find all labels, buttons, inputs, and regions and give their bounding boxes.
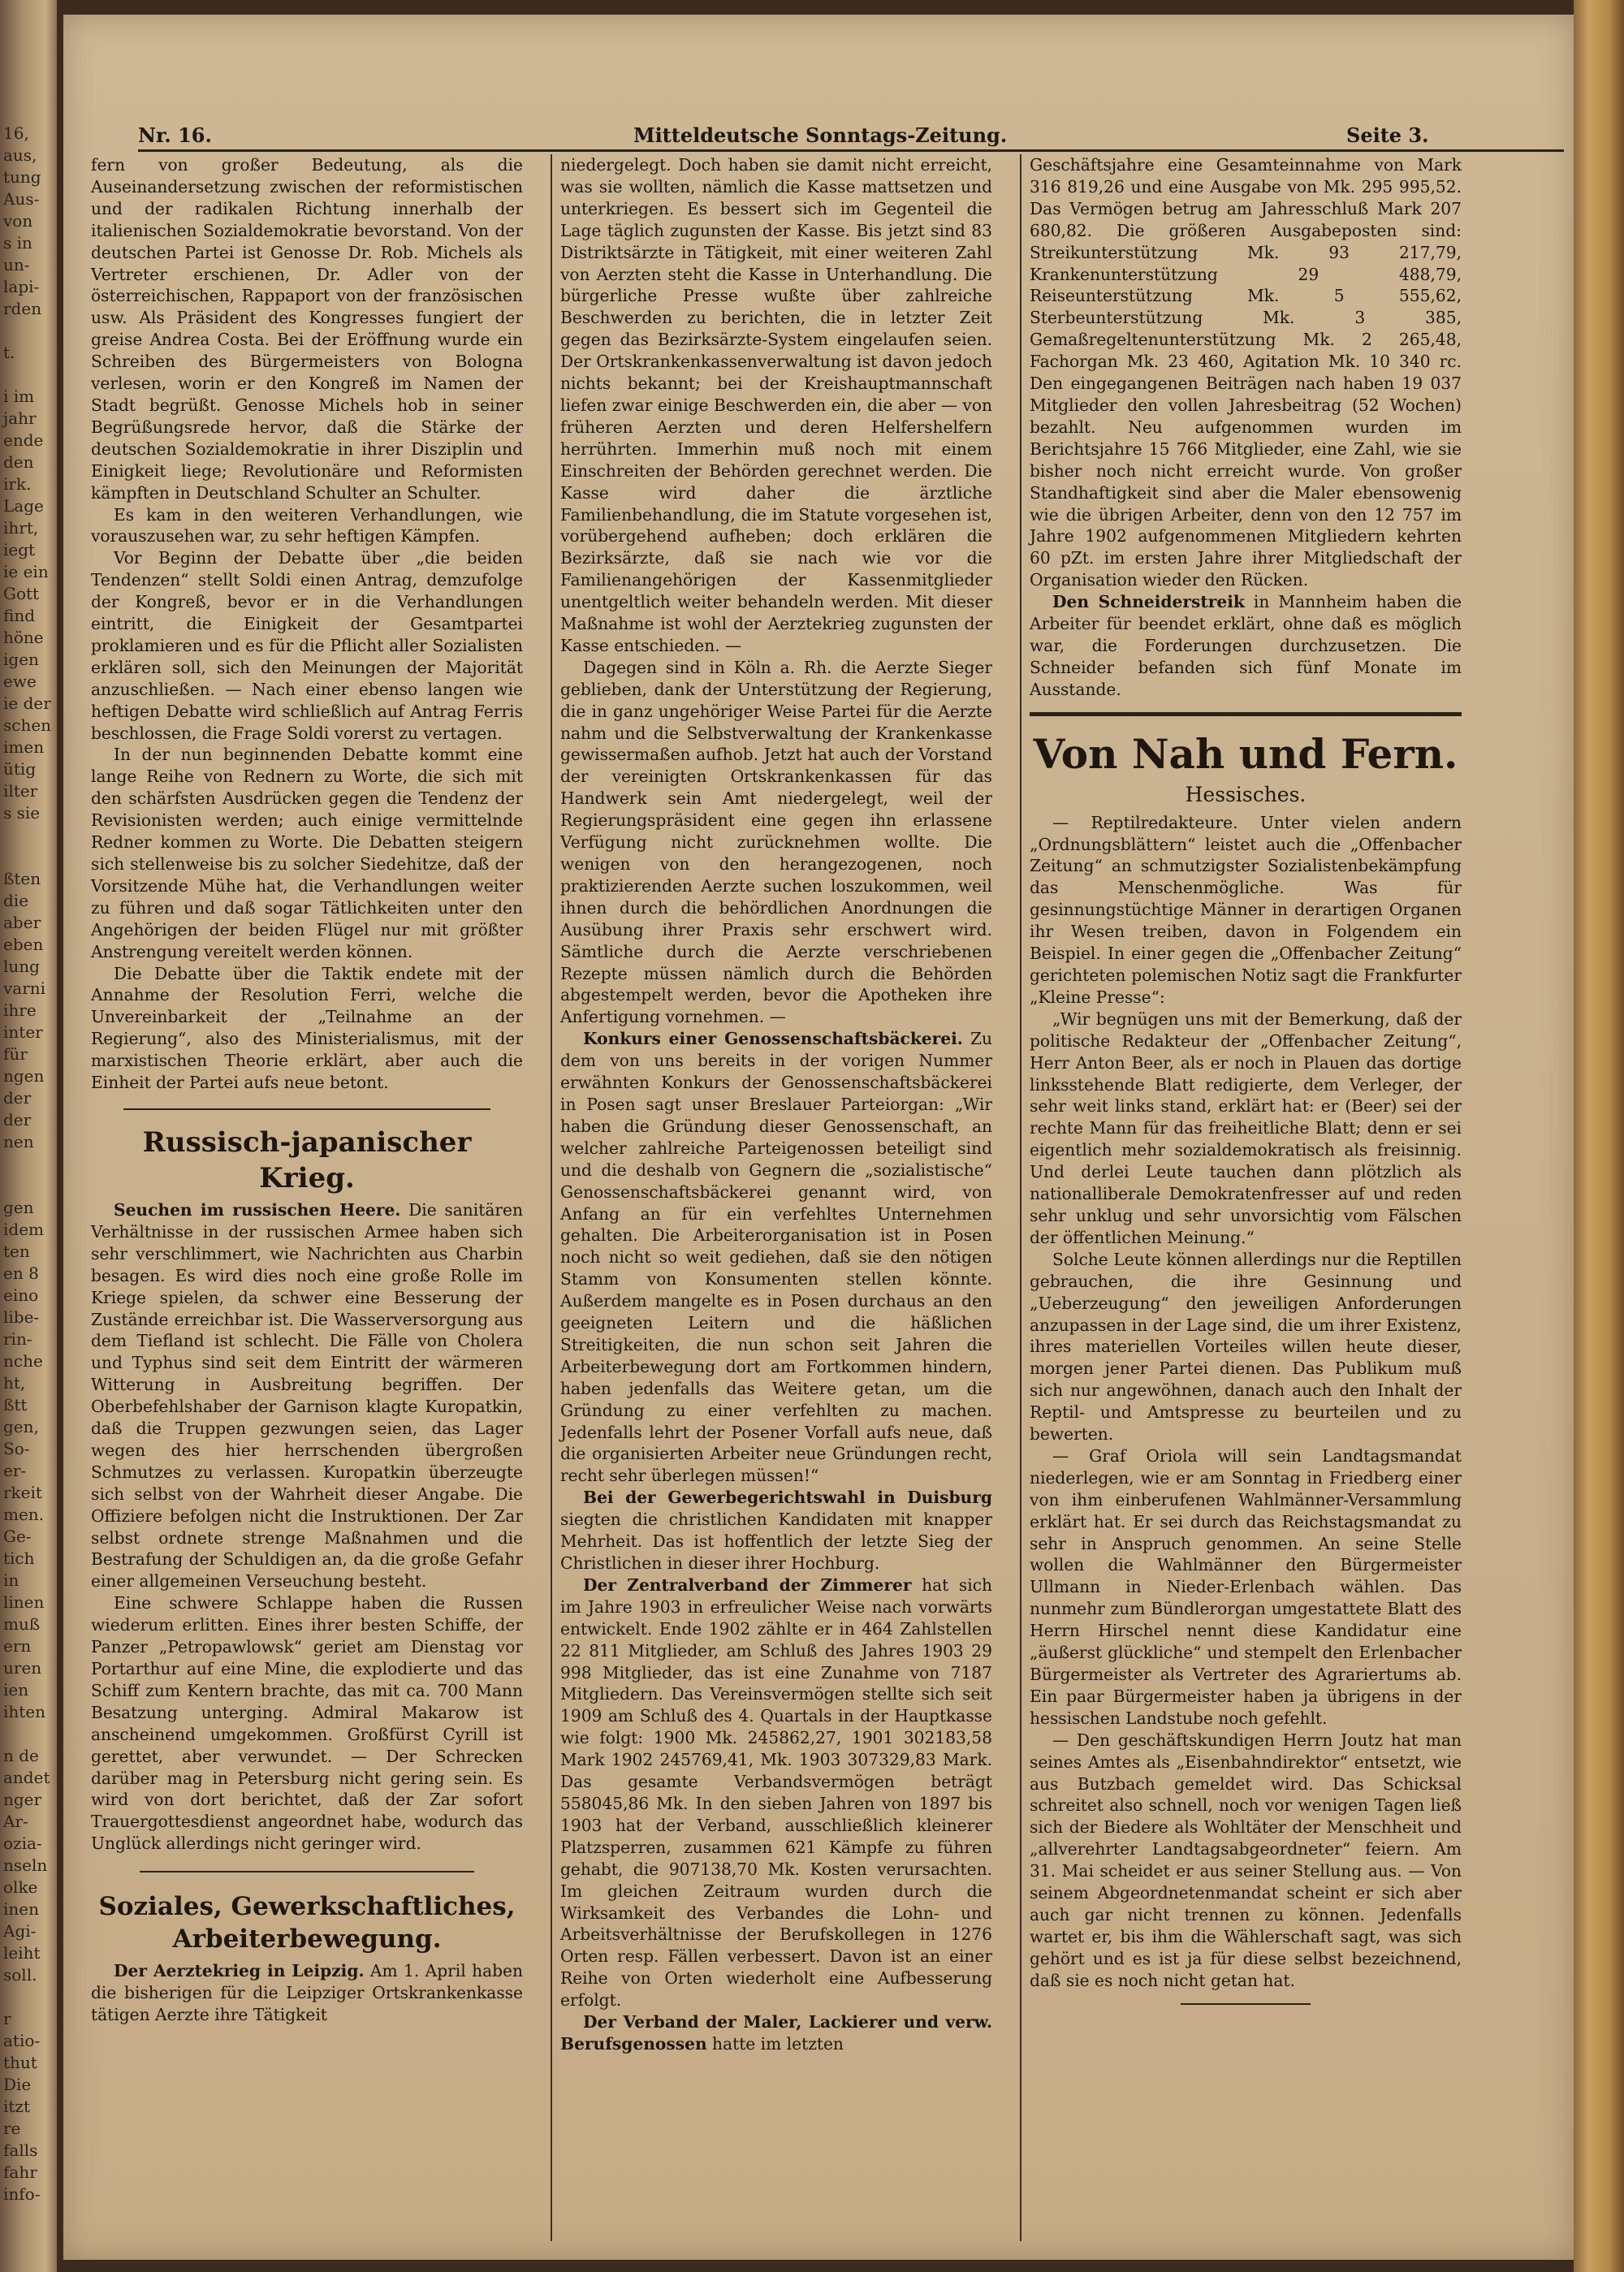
- lead-in: Der Verband der Maler, Lackierer und verw. Berufsgenossen: [560, 2012, 992, 2054]
- margin-fragment: nen: [3, 1132, 34, 1151]
- margin-fragment: So-: [3, 1439, 30, 1458]
- lead-in: Der Zentralverband der Zimmerer: [583, 1574, 912, 1595]
- article-paragraph: niedergelegt. Doch haben sie damit nicht erreicht, was sie wollten, nämlich die Kasse mattsetzen und unterkriegen. Es bessert sich im Gegenteil die Lage täglich zugunsten der Kasse. Bis jetzt sind 83 Distriktsärzte in Tätigkeit, mit einer weiteren Zahl von Aerzten steht die Kasse in Unterhandlung. Die bürgerliche Presse wußte über zahlreiche Beschwerden zu berichten, die in letzter Zeit gegen das Bezirksärzte-System eingelaufen seien. Der Ortskrankenkassenverwaltung ist davon jedoch nichts bekannt; bei der Kreishauptmannschaft liefen zwar einige Beschwerden ein, die aber — von früheren Aerzten und deren Helfershelfern herrührten. Immerhin muß noch mit einem Einschreiten der Behörden gerechnet werden. Die Kasse wird daher die ärztliche Familienbehandlung, die im Statute vorgesehen ist, vorübergehend aufheben; doch erklären die Bezirksärzte, daß sie nach wie vor die Familienangehörigen der Kassenmitglieder unentgeltlich weiter behandeln werden. Mit dieser Maßnahme ist wohl der Aerztekrieg zugunsten der Kasse entschieden. —: [560, 155, 993, 655]
- article-paragraph: [91, 1960, 523, 2026]
- article-paragraph: [560, 2011, 992, 2055]
- margin-fragment: s in: [3, 233, 32, 253]
- article-paragraph: — Reptilredakteure. Unter vielen andern „Ordnungsblättern“ leistet auch die „Offenbacher Zeitung“ an schmutzigster Sozialistenbekämpfung das Menschenmögliche. Was für gesinnungstüchtige Männer in derartigen Organen ihr Wesen treiben, davon in Folgendem ein Beispiel. In einer gegen die „Offenbacher Zeitung“ gerichteten polemischen Notiz sagt die Frankfurter „Kleine Presse“:: [1030, 812, 1462, 1007]
- article-paragraph: [560, 1028, 992, 1487]
- margin-fragment: men.: [3, 1505, 45, 1524]
- section-rule: [1030, 712, 1462, 716]
- margin-fragment: s sie: [3, 803, 41, 823]
- margin-fragment: eino: [3, 1285, 39, 1305]
- margin-fragment: en 8: [3, 1263, 39, 1283]
- newspaper-title: Mitteldeutsche Sonntags-Zeitung.: [633, 123, 1008, 147]
- margin-fragment: iegt: [3, 540, 36, 559]
- section-separator: [140, 1871, 474, 1872]
- column-1: [91, 154, 523, 2026]
- margin-fragment: ihre: [3, 1000, 37, 1020]
- margin-fragment: Die: [3, 2075, 32, 2094]
- paragraph-text: in Mannheim haben die Arbeiter für beendet erklärt, ohne daß es möglich war, die Forderungen durchzusetzen. Die Schneider befanden sich fünf Monate im Ausstande.: [1030, 592, 1462, 699]
- margin-fragment: Lage: [3, 496, 44, 516]
- lead-in: Seuchen im russischen Heere.: [114, 1199, 401, 1220]
- hessisches-subtitle: Hessisches.: [1185, 782, 1307, 806]
- lead-in: Konkurs einer Genossenschaftsbäckerei.: [583, 1029, 963, 1049]
- issue-number: Nr. 16.: [138, 123, 212, 147]
- margin-fragment: libe-: [3, 1307, 40, 1327]
- paragraph-text: hatte im letzten: [706, 2033, 844, 2054]
- margin-fragment: soll.: [3, 1965, 37, 1985]
- margin-fragment: irk.: [3, 474, 32, 494]
- margin-fragment: ßten: [3, 869, 41, 888]
- column-3: [1030, 154, 1462, 2016]
- margin-fragment: itzt: [3, 2097, 31, 2116]
- margin-fragment: uren: [3, 1658, 42, 1678]
- paragraph-text: Zu dem von uns bereits in der vorigen Nummer erwähnten Konkurs der Genossenschaftsbäckerei in Posen sagt unser Breslauer Parteiorgan: „Wir haben die Gründung dieser Genossenschaft, an welcher zahlreiche Parteigenossen beteiligt sind und die deshalb von Gegnern die „sozialistische“ Genossenschaftsbäckerei genannt wird, von Anfang an für ein verfehltes Unternehmen gehalten. Die Arbeiterorganisation ist in Posen noch nicht so weit gediehen, daß sie den nötigen Stamm von Konsumenten stellen könnte. Außerdem mangelte es in Posen durchaus an den geeigneten Leitern und die häßlichen Streitigkeiten, die nun schon seit Jahren die Arbeiterbewegung dort am Fortkommen hindern, haben jedenfalls das Weitere getan, um die Gründung zu einer verfehlten zu machen. Jedenfalls lehrt der Posener Vorfall aufs neue, daß die organisierten Arbeiter neue Gründungen recht, recht sehr überlegen müssen!“: [560, 1029, 992, 1486]
- margin-fragment: nseln: [3, 1855, 48, 1875]
- margin-fragment: i im: [3, 387, 35, 406]
- page-number: Seite 3.: [1346, 123, 1429, 147]
- header-rule: [138, 149, 1564, 152]
- margin-fragment: tich: [3, 1549, 35, 1568]
- margin-fragment: rden: [3, 299, 42, 318]
- margin-fragment: varni: [3, 978, 46, 998]
- margin-fragment: jahr: [3, 408, 37, 428]
- margin-fragment: lung: [3, 957, 40, 976]
- margin-fragment: olke: [3, 1877, 38, 1897]
- paragraph-text: Die sanitären Verhältnisse in der russischen Armee haben sich sehr verschlimmert, wie Nachrichten aus Charbin besagen. Es wird dies noch eine große Rolle im Kriege spielen, da schwer eine Besserung der Zustände erreichbar ist. Die Wasserversorgung aus dem Tiefland ist schlecht. Die Fälle von Cholera und Typhus sind seit dem Eintritt der wärmeren Witterung in Ausbreitung begriffen. Der Oberbefehlshaber der Garnison klagte Kuropatkin, daß die Truppen gezwungen seien, das Lager wegen des hier herrschenden übergroßen Schmutzes zu verlassen. Kuropatkin überzeugte sich selbst von der Wahrheit dieser Angabe. Die Offiziere befolgen nicht die Instruktionen. Der Zar selbst ordnete strenge Maßnahmen und die Bestrafung der Schuldigen an, da die große Gefahr einer allgemeinen Verseuchung besteht.: [91, 1199, 523, 1592]
- end-rule: [1181, 2003, 1311, 2005]
- margin-fragment: andet: [3, 1768, 50, 1787]
- margin-fragment: er-: [3, 1461, 27, 1480]
- margin-fragment: lapi-: [3, 277, 40, 296]
- margin-fragment: gen,: [3, 1417, 39, 1436]
- margin-fragment: Agi-: [3, 1921, 37, 1941]
- margin-fragment: in: [3, 1570, 19, 1590]
- margin-fragment: find: [3, 606, 36, 625]
- article-paragraph: [560, 1487, 992, 1574]
- article-paragraph: „Wir begnügen uns mit der Bemerkung, daß der politische Redakteur der „Offenbacher Zeitung“, Herr Anton Beer, als er noch in Plauen das dortige linksstehende Blatt redigierte, dem Verleger, der sehr weit links stand, erklärt hat: er (Beer) sei der rechte Mann für das freiheitliche Blatt; denn er sei eigentlich mehr sozialdemokratisch als freisinnig. Und derlei Leute tauchen dann plötzlich als nationalliberale Demokratenfresser auf und reden sehr unklug und sehr unvorsichtig vom Fälschen der öffentlichen Meinung.“: [1030, 1009, 1462, 1247]
- paragraph-text: hat sich im Jahre 1903 in erfreulicher Weise nach vorwärts entwickelt. Ende 1902 zählte er in 464 Zahlstellen 22 811 Mitglieder, am Schluß des Jahres 1903 29 998 Mitglieder, das ist eine Zunahme von 7187 Mitgliedern. Das Vereinsvermögen stellte sich seit 1909 am Schluß des 4. Quartals in der Hauptkasse wie folgt: 1900 Mk. 245862,27, 1901 302183,58 Mark 1902 245769,41, Mk. 1903 307329,83 Mark. Das gesamte Verbandsvermögen beträgt 558045,86 Mk. In den sieben Jahren von 1897 bis 1903 hat der Verband, ausschließlich kleinerer Platzsperren, zusammen 621 Kämpfe zu führen gehabt, die 907138,70 Mk. Kosten verursachten. Im gleichen Zeitraum wurden durch die Wirksamkeit des Verbandes die Lohn- und Arbeitsverhältnisse der Berufskollegen in 1276 Orten resp. Fällen verbessert. Davon ist an einer Reihe von Orten wiederholt eine Aufbesserung erfolgt.: [560, 1574, 992, 2011]
- column-rule-2: [1020, 154, 1021, 2241]
- article-paragraph: Eine schwere Schlappe haben die Russen wiederum erlitten. Eines ihrer besten Schiffe, der Panzer „Petropawlowsk“ geriet am Dienstag vor Portarthur auf eine Mine, die explodierte und das Schiff zum Kentern brachte, das mit ca. 700 Mann Besatzung unterging. Admiral Makarow ist anscheinend umgekommen. Großfürst Cyrill ist gerettet, aber verwundet. — Der Schrecken darüber mag in Petersburg nicht gering sein. Es wird von dort berichtet, daß der Zar sofort Trauergottesdienst angeordnet habe, wodurch das Unglück allerdings nicht geringer wird.: [91, 1593, 523, 1854]
- war-section-title: Russisch-japanischer Krieg.: [142, 1125, 472, 1194]
- article-paragraph: — Graf Oriola will sein Landtagsmandat niederlegen, wie er am Sonntag in Friedberg einer von ihm einberufenen Wahlmänner-Versammlung erklärt hat. Er sei durch das Reichstagsmandat zu sehr in Anspruch genommen. An seine Stelle wollen die Wahlmänner den Bürgermeister Ullmann in Nieder-Erlenbach wählen. Das nunmehr zum Bündlerorgan umgestattete Blatt des Herrn Hirschel nennt diese Kandidatur eine „äußerst glückliche“ und stempelt den Erlenbacher Bürgermeister als Vertreter des Agrariertums ab. Ein paar Bürgermeister haben ja übrigens in der hessischen Landstube noch gefehlt.: [1030, 1445, 1462, 1728]
- margin-fragment: n de: [3, 1746, 39, 1765]
- paragraph-text: siegten die christlichen Kandidaten mit knapper Mehrheit. Das ist hoffentlich der letzte Sieg der Christlichen in dieser ihrer Hochburg.: [560, 1510, 992, 1573]
- margin-fragment: die: [3, 891, 29, 910]
- article-paragraph: Geschäftsjahre eine Gesamteinnahme von Mark 316 819,26 und eine Ausgabe von Mk. 295 995,52. Das Vermögen betrug am Jahresschluß Mark 207 680,82. Die größeren Ausgabeposten sind: Streikunterstützung Mk. 93 217,79, Krankenunterstützung 29 488,79, Reiseunterstützung Mk. 5 555,62, Sterbeunterstützung Mk. 3 385, Gemaßregeltenunterstützung Mk. 2 265,48, Fachorgan Mk. 23 460, Agitation Mk. 10 340 rc. Den eingegangenen Beiträgen nach haben 19 037 Mitglieder den vollen Jahresbeitrag (52 Wochen) bezahlt. Neu aufgenommen wurden im Berichtsjahre 15 766 Mitglieder, eine Zahl, wie sie bisher noch nicht erreicht wurde. Von großer Standhaftigkeit sind aber die Maler ebensowenig wie die übrigen Arbeiter, denn von den 12 757 im Jahre 1902 aufgenommenen Mitgliedern kehrten 60 pZt. im ersten Jahre ihrer Mitgliedschaft der Organisation wieder den Rücken.: [1030, 155, 1462, 590]
- margin-fragment: Ar-: [3, 1812, 28, 1831]
- margin-fragment: inter: [3, 1022, 43, 1042]
- margin-fragment: imen: [3, 737, 45, 757]
- margin-fragment: ie ein: [3, 562, 49, 581]
- margin-fragment: inen: [3, 1899, 39, 1919]
- margin-fragment: idem: [3, 1220, 44, 1239]
- margin-fragment: Ge-: [3, 1527, 32, 1546]
- margin-fragment: t.: [3, 343, 15, 362]
- margin-fragment: info-: [3, 2184, 41, 2204]
- margin-fragment: leiht: [3, 1943, 41, 1963]
- margin-fragment: der: [3, 1110, 32, 1130]
- margin-fragment: ihrt,: [3, 518, 39, 538]
- social-section-title: Soziales, Gewerkschaftliches, Arbeiterbewegung.: [98, 1892, 516, 1955]
- article-paragraph: fern von großer Bedeutung, als die Auseinandersetzung zwischen der reformistischen und der radikalen Richtung innerhalb der italienischen Sozialdemokratie bevorstand. Von der deutschen Partei ist Genosse Dr. Rob. Michels als Vertreter erschienen, Dr. Adler von der österreichischen, Rappaport von der französischen usw. Als Präsident des Kongresses fungiert der greise Andrea Costa. Bei der Eröffnung wurde ein Schreiben des Bürgermeisters von Bologna verlesen, worin er den Kongreß im Namen der Stadt begrüßt. Genosse Michels hob in seiner Begrüßungsrede hervor, daß die Stärke der deutschen Sozialdemokratie in ihrer Disziplin und Einigkeit liege; Revolutionäre und Reformisten kämpften in Deutschland Schulter an Schulter.: [91, 155, 523, 503]
- margin-fragment: der: [3, 1088, 32, 1108]
- margin-fragment: 16,: [3, 123, 29, 143]
- margin-fragment: für: [3, 1044, 28, 1064]
- article-paragraph: Dagegen sind in Köln a. Rh. die Aerzte Sieger geblieben, dank der Unterstützung der Regierung, die in ganz ungehöriger Weise Partei für die Aerzte nahm und die Selbstverwaltung der Krankenkasse gewissermaßen aufhob. Jetzt hat auch der Vorstand der vereinigten Ortskrankenkassen für das Handwerk sein Amt niedergelegt, weil der Regierungspräsident eine gegen ihn erlassene Verfügung nicht zurücknehmen wollte. Die wenigen von den herangezogenen, noch praktizierenden Aerzte suchen loszukommen, weil ihnen durch die behördlichen Anordnungen die Ausübung ihrer Praxis sehr erschwert wird. Sämtliche durch die Aerzte verschriebenen Rezepte müssen nämlich durch die Behörden abgestempelt werden, bevor die Apotheken ihre Anfertigung vornehmen. —: [560, 657, 992, 1027]
- margin-fragment: r: [3, 2009, 11, 2028]
- margin-fragment: ten: [3, 1242, 30, 1261]
- margin-fragment: nche: [3, 1351, 43, 1371]
- margin-fragment: schen: [3, 715, 52, 735]
- margin-fragment: ngen: [3, 1066, 45, 1086]
- margin-fragment: den: [3, 452, 34, 472]
- von-nah-und-fern-title: Von Nah und Fern.: [1033, 729, 1458, 778]
- margin-fragment: ozia-: [3, 1834, 42, 1853]
- article-paragraph: [91, 1199, 523, 1592]
- article-paragraph: Es kam in den weiteren Verhandlungen, wie vorauszusehen war, zu sehr heftigen Kämpfen.: [91, 504, 523, 546]
- margin-fragment: ie der: [3, 693, 51, 713]
- margin-fragment: thut: [3, 2053, 37, 2072]
- margin-fragment: tung: [3, 167, 41, 187]
- lead-in: Bei der Gewerbegerichtswahl in Duisburg: [583, 1488, 992, 1508]
- margin-fragment: atio-: [3, 2031, 41, 2050]
- margin-fragment: ien: [3, 1680, 29, 1700]
- article-paragraph: Solche Leute können allerdings nur die Reptillen gebrauchen, die ihre Gesinnung und „Ueberzeugung“ den jeweiligen Anforderungen anzupassen in der Lage sind, die um ihrer Existenz, ihres materiellen Vorteiles willen heute dieser, morgen jener Partei dienen. Das Publikum muß sich nur angewöhnen, danach auch den Inhalt der Reptil- und Amtspresse zu beurteilen und zu bewerten.: [1030, 1249, 1462, 1445]
- lead-in: Den Schneiderstreik: [1052, 592, 1245, 612]
- article-paragraph: [560, 1574, 992, 2011]
- margin-fragment: ilter: [3, 781, 38, 801]
- margin-fragment: fahr: [3, 2162, 37, 2182]
- margin-fragment: ern: [3, 1636, 32, 1656]
- right-page-edge: [1574, 0, 1624, 2272]
- left-page-edge: [0, 0, 57, 2272]
- margin-fragment: Aus-: [3, 189, 40, 209]
- margin-fragment: ende: [3, 430, 44, 450]
- margin-fragment: re: [3, 2119, 21, 2138]
- article-paragraph: — Den geschäftskundigen Herrn Joutz hat man seines Amtes als „Eisenbahndirektor“ entsetzt, wie aus Butzbach gemeldet wird. Das Schicksal schreitet also schnell, noch vor wenigen Tagen ließ sich der Biedere als Wohltäter der Menschheit und „allverehrter Landtagsabgeordneter“ feiern. Am 31. Mai scheidet er aus seiner Stellung aus. — Von seinem Abgeordnetenmandat scheint er sich aber auch gar nicht trennen zu können. Jedenfalls wartet er, bis ihm die Wählerschaft sagt, was sich gehört und es ist ja für diese selbst bezeichnend, daß sie es noch nicht getan hat.: [1030, 1730, 1462, 1990]
- margin-fragment: ewe: [3, 672, 37, 691]
- article-paragraph: Die Debatte über die Taktik endete mit der Annahme der Resolution Ferri, welche die Unvereinbarkeit der „Teilnahme an der Regierung“, also des Ministerialismus, mit der marxistischen Theorie erklärt, aber auch die Einheit der Partei aufs neue betont.: [91, 963, 523, 1093]
- margin-fragment: rin-: [3, 1329, 32, 1349]
- margin-fragment: höne: [3, 628, 44, 647]
- margin-fragment: aber: [3, 913, 41, 932]
- article-paragraph: Vor Beginn der Debatte über „die beiden Tendenzen“ stellt Soldi einen Antrag, demzufolge der Kongreß, bevor er in die Verhandlungen eintritt, die Einigkeit der Gesamtpartei proklamieren und es für die Pflicht aller Sozialisten erklären soll, sich den Meinungen der Majorität anzuschließen. — Nach einer ebenso langen wie heftigen Debatte wird schließlich auf Antrag Ferris beschlossen, die Frage Soldi vorerst zu vertagen.: [91, 548, 523, 743]
- lead-in: Der Aerztekrieg in Leipzig.: [114, 1961, 365, 1981]
- column-rule-1: [551, 154, 552, 2241]
- margin-fragment: ßtt: [3, 1395, 28, 1415]
- margin-fragment: Gott: [3, 584, 40, 603]
- margin-fragment: un-: [3, 255, 30, 274]
- margin-fragment: aus,: [3, 145, 37, 165]
- margin-fragment: linen: [3, 1592, 45, 1612]
- margin-fragment: muß: [3, 1614, 41, 1634]
- margin-fragment: von: [3, 211, 33, 231]
- article-paragraph: In der nun beginnenden Debatte kommt eine lange Reihe von Rednern zu Worte, die sich mit den schärfsten Ausdrücken gegen die Tendenz der Revisionisten werden; auch einige vermittelnde Redner kommen zu Worte. Die Debatten steigern sich stellenweise bis zu solcher Siedehitze, daß der Vorsitzende Mühe hat, die Verhandlungen weiter zu führen und daß sogar Tätlichkeiten unter den Angehörigen der beiden Flügel nur mit größter Anstrengung vereitelt werden können.: [91, 745, 523, 961]
- article-paragraph: [1030, 591, 1462, 701]
- margin-fragment: ht,: [3, 1373, 26, 1393]
- paragraph-text: Am 1. April haben die bisherigen für die Leipziger Ortskrankenkasse tätigen Aerzte ihre Tätigkeit: [91, 1961, 524, 2024]
- margin-fragment: falls: [3, 2140, 38, 2160]
- margin-fragment: igen: [3, 650, 39, 669]
- margin-fragment: ütig: [3, 759, 37, 779]
- margin-fragment: rkeit: [3, 1483, 42, 1502]
- margin-fragment: gen: [3, 1198, 34, 1217]
- column-2: [560, 154, 992, 2055]
- margin-fragment: eben: [3, 935, 44, 954]
- margin-fragment: nger: [3, 1790, 42, 1809]
- margin-fragment: ihten: [3, 1702, 46, 1721]
- section-separator: [123, 1108, 490, 1110]
